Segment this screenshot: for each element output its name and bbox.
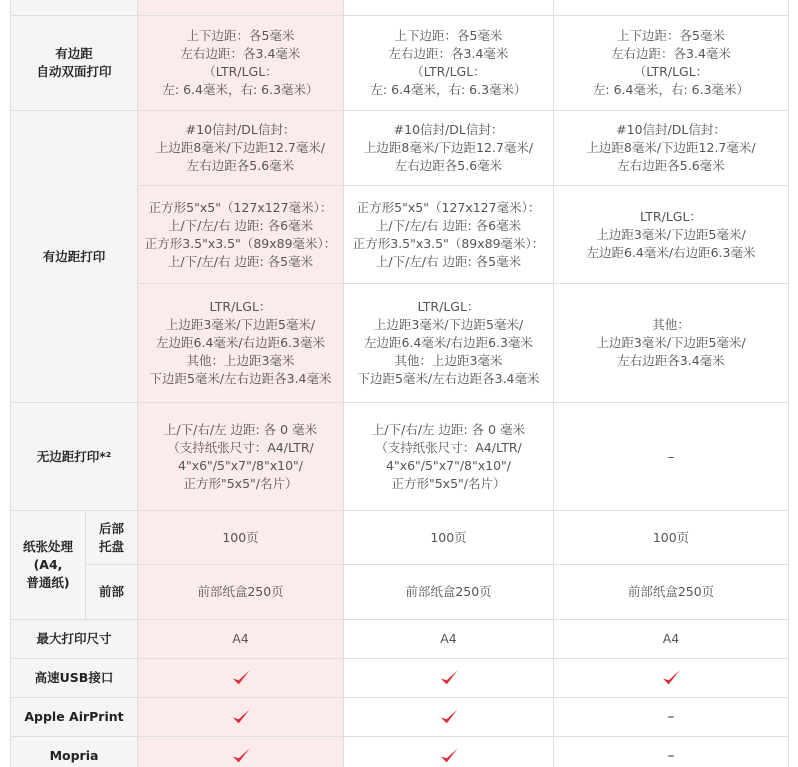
cell-rear-c1: 100页: [138, 511, 344, 565]
cell-envelope-c2: #10信封/DL信封： 上边距8毫米/下边距12.7毫米/ 左右边距各5.6毫米: [344, 111, 554, 186]
cell-auto-duplex-c3: 上下边距：各5毫米 左右边距：各3.4毫米 （LTR/LGL： 左: 6.4毫米，右: 6.3毫米）: [554, 16, 789, 111]
cell-borderless-c3: –: [554, 403, 789, 511]
table-row-mopria: [11, 737, 789, 767]
row-label-auto-duplex: 有边距 自动双面打印: [11, 16, 138, 111]
check-icon: [230, 745, 252, 767]
cell-square-c3: LTR/LGL： 上边距3毫米/下边距5毫米/ 左边距6.4毫米/右边距6.3毫米: [554, 186, 789, 284]
cell-borderless-c2: 上/下/右/左 边距: 各 0 毫米 （支持纸张尺寸：A4/LTR/ 4"x6"/5"x7"/8"x10"/ 正方形"5x5"/名片）: [344, 403, 554, 511]
cell-airprint-c3: [554, 698, 789, 737]
cell-front-c3: 前部纸盒250页: [554, 565, 789, 620]
cell-max-size-c3: A4: [554, 620, 789, 659]
table-row-max-size: [11, 620, 789, 659]
row-label-max-size: 最大打印尺寸: [11, 620, 138, 659]
cell-envelope-c3: #10信封/DL信封： 上边距8毫米/下边距12.7毫米/ 左右边距各5.6毫米: [554, 111, 789, 186]
cell-mopria-c3: [554, 737, 789, 767]
cell-usb-c3: [554, 659, 789, 698]
check-icon: [660, 667, 682, 689]
cell-front-c1: 前部纸盒250页: [138, 565, 344, 620]
row-label-airprint: Apple AirPrint: [11, 698, 138, 737]
spec-table: [10, 0, 789, 767]
table-row-envelope: [11, 111, 789, 186]
cell-max-size-c1: A4: [138, 620, 344, 659]
cell-mopria-c1: [138, 737, 344, 767]
row-label-rear-tray: 后部 托盘: [86, 511, 138, 565]
cell-rear-c3: 100页: [554, 511, 789, 565]
row-label-mopria: Mopria: [11, 737, 138, 767]
table-row-auto-duplex: [11, 16, 789, 111]
cell-borderless-c1: 上/下/右/左 边距: 各 0 毫米 （支持纸张尺寸：A4/LTR/ 4"x6"/5"x7"/8"x10"/ 正方形"5x5"/名片）: [138, 403, 344, 511]
row-label-front-tray: 前部: [86, 565, 138, 620]
cell-top-c2: [344, 0, 554, 16]
cell-airprint-c1: [138, 698, 344, 737]
check-icon: [438, 706, 460, 728]
cell-top-c1: [138, 0, 344, 16]
cell-envelope-c1: #10信封/DL信封： 上边距8毫米/下边距12.7毫米/ 左右边距各5.6毫米: [138, 111, 344, 186]
row-label-usb: 高速USB接口: [11, 659, 138, 698]
row-label-margin-print: 有边距打印: [11, 111, 138, 403]
cell-auto-duplex-c2: 上下边距：各5毫米 左右边距：各3.4毫米 （LTR/LGL： 左: 6.4毫米，右: 6.3毫米）: [344, 16, 554, 111]
cell-top-c3: [554, 0, 789, 16]
cell-usb-c1: [138, 659, 344, 698]
table-row-airprint: [11, 698, 789, 737]
row-label-paper: 纸张处理 (A4, 普通纸): [11, 511, 86, 620]
check-icon: [230, 667, 252, 689]
dash-icon: –: [667, 709, 675, 725]
cell-ltr-c1: LTR/LGL： 上边距3毫米/下边距5毫米/ 左边距6.4毫米/右边距6.3毫米 其他：上边距3毫米 下边距5毫米/左右边距各3.4毫米: [138, 284, 344, 403]
cell-ltr-c3: 其他： 上边距3毫米/下边距5毫米/ 左右边距各3.4毫米: [554, 284, 789, 403]
check-icon: [438, 745, 460, 767]
row-label-borderless: 无边距打印*²: [11, 403, 138, 511]
table-row-usb: [11, 659, 789, 698]
table-row-paper-rear: [11, 511, 789, 565]
check-icon: [230, 706, 252, 728]
cell-square-c2: 正方形5"x5"（127x127毫米）： 上/下/左/右 边距: 各6毫米 正方形3.5"x3.5"（89x89毫米）： 上/下/左/右 边距: 各5毫米: [344, 186, 554, 284]
cell-max-size-c2: A4: [344, 620, 554, 659]
table-row-borderless: [11, 403, 789, 511]
check-icon: [438, 667, 460, 689]
table-row-paper-front: [11, 565, 789, 620]
cell-front-c2: 前部纸盒250页: [344, 565, 554, 620]
cell-airprint-c2: [344, 698, 554, 737]
row-label-top: [11, 0, 138, 16]
cell-rear-c2: 100页: [344, 511, 554, 565]
dash-icon: –: [667, 748, 675, 764]
table-row-top-cut: [11, 0, 789, 16]
cell-square-c1: 正方形5"x5"（127x127毫米）： 上/下/左/右 边距: 各6毫米 正方形3.5"x3.5"（89x89毫米）： 上/下/左/右 边距: 各5毫米: [138, 186, 344, 284]
cell-usb-c2: [344, 659, 554, 698]
cell-auto-duplex-c1: 上下边距：各5毫米 左右边距：各3.4毫米 （LTR/LGL： 左: 6.4毫米，右: 6.3毫米）: [138, 16, 344, 111]
cell-mopria-c2: [344, 737, 554, 767]
cell-ltr-c2: LTR/LGL： 上边距3毫米/下边距5毫米/ 左边距6.4毫米/右边距6.3毫米 其他：上边距3毫米 下边距5毫米/左右边距各3.4毫米: [344, 284, 554, 403]
